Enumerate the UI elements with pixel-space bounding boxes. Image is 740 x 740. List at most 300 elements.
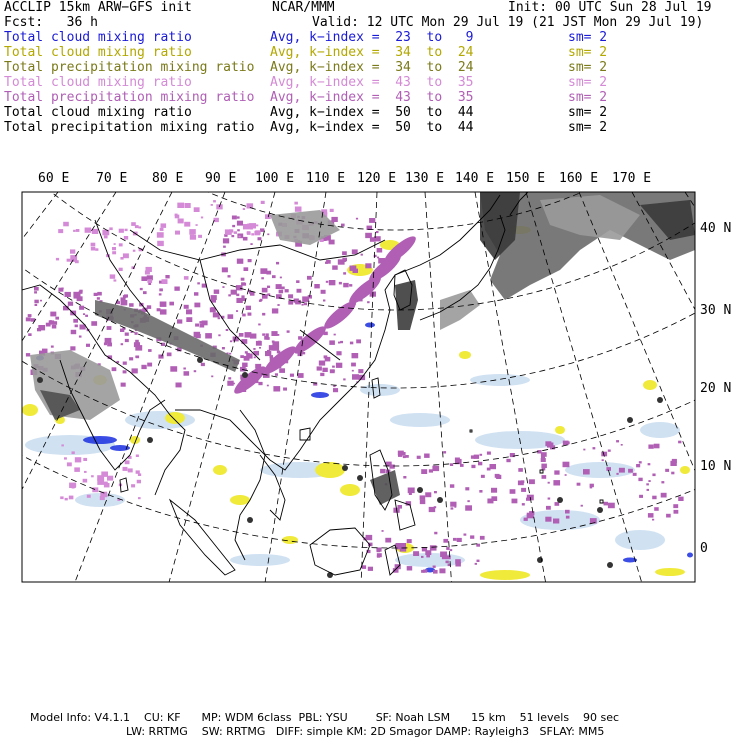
convective-cell <box>417 487 423 493</box>
mid-cloud-light <box>91 475 94 477</box>
mid-cloud-purple <box>86 344 90 347</box>
mid-cloud-purple <box>338 342 340 344</box>
mid-cloud-purple <box>478 462 482 466</box>
mid-cloud-purple <box>376 231 379 233</box>
mid-cloud-purple <box>443 539 448 543</box>
mid-cloud-purple <box>288 294 293 298</box>
footer-model-info: Model Info: V4.1.1 CU: KF MP: WDM 6class PBL: YSU SF: Noah LSM 15 km 51 levels 90 sec <box>30 711 620 724</box>
mid-cloud-light <box>239 236 241 238</box>
mid-cloud-purple <box>434 532 437 535</box>
mid-cloud-light <box>254 231 260 236</box>
mid-cloud-purple <box>341 224 345 227</box>
mid-cloud-light <box>64 457 67 459</box>
mid-cloud-purple <box>527 515 531 518</box>
mid-cloud-purple <box>195 334 200 338</box>
mid-cloud-light <box>107 476 113 481</box>
legend-level-range: Avg, k−index = 34 to 24 <box>270 60 474 75</box>
mid-cloud-purple <box>61 288 63 290</box>
mid-cloud-purple <box>407 566 413 570</box>
mid-cloud-purple <box>460 464 464 467</box>
mid-cloud-light <box>85 228 92 233</box>
mid-cloud-purple <box>52 325 57 329</box>
mid-cloud-purple <box>362 565 367 569</box>
mid-cloud-light <box>119 229 124 233</box>
mid-cloud-purple <box>647 489 650 491</box>
model-title: ACCLIP 15km ARW−GFS init <box>4 0 192 15</box>
mid-cloud-purple <box>553 480 560 485</box>
mid-cloud-purple <box>344 285 347 287</box>
mid-cloud-purple <box>121 383 126 387</box>
mid-cloud-purple <box>521 480 525 483</box>
legend-level-range: Avg, k−index = 50 to 44 <box>270 105 474 120</box>
mid-cloud-purple <box>302 304 304 306</box>
mid-cloud-purple <box>232 225 235 227</box>
mid-cloud-purple <box>169 302 174 306</box>
mid-cloud-light <box>75 457 82 462</box>
mid-cloud-purple <box>495 474 500 478</box>
mid-cloud-light <box>295 207 302 212</box>
latitude-label: 10 N <box>700 459 732 474</box>
mid-cloud-purple <box>332 366 335 368</box>
mid-cloud-purple <box>243 237 248 241</box>
convective-cell <box>342 465 348 471</box>
mid-cloud-purple <box>365 233 372 238</box>
mid-cloud-light <box>243 208 245 210</box>
low-cloud-blue <box>83 436 117 444</box>
low-cloud-haze <box>615 530 665 550</box>
mid-cloud-purple <box>407 539 412 543</box>
mid-cloud-purple <box>280 277 282 279</box>
mid-cloud-purple <box>433 566 436 568</box>
mid-cloud-purple <box>356 218 358 220</box>
mid-cloud-light <box>92 487 98 492</box>
mid-cloud-purple <box>140 288 143 290</box>
mid-cloud-purple <box>242 283 246 286</box>
mid-cloud-purple <box>377 257 379 259</box>
mid-cloud-light <box>243 224 250 229</box>
mid-cloud-purple <box>421 469 427 474</box>
mid-cloud-purple <box>648 445 653 449</box>
mid-cloud-purple <box>129 357 133 360</box>
mid-cloud-purple <box>297 289 302 293</box>
mid-cloud-purple <box>302 352 305 354</box>
mid-cloud-purple <box>258 341 261 343</box>
mid-cloud-purple <box>332 265 338 269</box>
mid-cloud-purple <box>648 513 654 518</box>
mid-cloud-light <box>63 222 69 227</box>
mid-cloud-purple <box>670 461 676 466</box>
mid-cloud-purple <box>253 348 255 350</box>
low-cloud-haze <box>640 422 680 438</box>
mid-cloud-purple <box>242 314 246 317</box>
mid-cloud-purple <box>205 333 212 338</box>
mid-cloud-light <box>70 249 75 253</box>
legend-field-label: Total cloud mixing ratio <box>4 105 192 120</box>
mid-cloud-purple <box>457 538 462 542</box>
mid-cloud-purple <box>566 516 570 519</box>
mid-cloud-purple <box>186 309 192 314</box>
mid-cloud-purple <box>608 450 611 452</box>
mid-cloud-purple <box>123 362 127 365</box>
legend-level-range: Avg, k−index = 34 to 24 <box>270 45 474 60</box>
convective-cell <box>147 437 153 443</box>
longitude-label: 60 E <box>38 171 70 186</box>
mid-cloud-purple <box>446 561 449 564</box>
mid-cloud-purple <box>321 290 326 294</box>
mid-cloud-purple <box>361 254 363 256</box>
mid-cloud-purple <box>548 482 550 484</box>
mid-cloud-purple <box>213 312 219 317</box>
mid-cloud-purple <box>581 505 583 507</box>
mid-cloud-purple <box>197 282 200 284</box>
mid-cloud-purple <box>666 514 671 518</box>
mid-cloud-purple <box>526 498 530 501</box>
mid-cloud-purple <box>135 332 138 335</box>
mid-cloud-purple <box>339 282 342 285</box>
mid-cloud-light <box>211 204 213 206</box>
mid-cloud-light <box>114 279 117 281</box>
mid-cloud-purple <box>349 284 352 287</box>
longitude-label: 90 E <box>205 171 237 186</box>
mid-cloud-purple <box>174 287 179 291</box>
mid-cloud-purple <box>277 334 279 336</box>
mid-cloud-light <box>123 467 128 471</box>
mid-cloud-purple <box>590 486 593 488</box>
mid-cloud-purple <box>65 292 71 297</box>
mid-cloud-purple <box>652 474 655 477</box>
mid-cloud-purple <box>236 298 242 303</box>
mid-cloud-purple <box>28 314 32 317</box>
mid-cloud-purple <box>510 489 516 494</box>
mid-cloud-light <box>84 471 87 473</box>
mid-cloud-purple <box>186 317 192 322</box>
mid-cloud-light <box>69 496 74 500</box>
mid-cloud-purple <box>276 284 282 289</box>
convective-cell <box>537 557 543 563</box>
mid-cloud-purple <box>638 478 642 481</box>
mid-cloud-purple <box>367 301 370 303</box>
mid-cloud-purple <box>50 312 56 317</box>
mid-cloud-purple <box>343 378 345 380</box>
mid-cloud-light <box>100 478 102 480</box>
mid-cloud-purple <box>231 290 237 295</box>
mid-cloud-purple <box>429 507 436 512</box>
mid-cloud-purple <box>273 346 280 351</box>
mid-cloud-purple <box>401 452 405 456</box>
init-time: Init: 00 UTC Sun 28 Jul 19 <box>508 0 712 15</box>
mid-cloud-purple <box>314 284 320 288</box>
mid-cloud-purple <box>143 291 147 294</box>
mid-cloud-light <box>261 201 265 204</box>
mid-cloud-purple <box>350 342 353 345</box>
mid-cloud-purple <box>267 350 270 352</box>
mid-cloud-purple <box>250 334 256 339</box>
mid-cloud-purple <box>295 300 299 303</box>
mid-cloud-purple <box>440 552 447 558</box>
convective-cell <box>627 417 633 423</box>
mid-cloud-purple <box>336 363 342 368</box>
legend-smoothing: sm= 2 <box>568 30 608 45</box>
mid-cloud-purple <box>583 449 585 451</box>
mid-cloud-purple <box>608 503 615 509</box>
mid-cloud-purple <box>450 549 453 551</box>
mid-cloud-purple <box>267 286 270 288</box>
mid-cloud-light <box>58 229 63 233</box>
mid-cloud-purple <box>267 385 269 387</box>
mid-cloud-purple <box>298 336 302 340</box>
low-cloud-yellow <box>555 426 565 434</box>
convective-cell <box>437 497 443 503</box>
mid-cloud-purple <box>229 353 231 355</box>
mid-cloud-light <box>104 235 108 238</box>
mid-cloud-purple <box>231 235 234 237</box>
mid-cloud-purple <box>141 365 146 369</box>
mid-cloud-purple <box>432 466 439 471</box>
mid-cloud-purple <box>648 480 650 482</box>
mid-cloud-purple <box>548 498 551 500</box>
mid-cloud-purple <box>421 556 424 558</box>
mid-cloud-purple <box>616 440 619 442</box>
mid-cloud-purple <box>262 288 268 293</box>
mid-cloud-light <box>92 229 98 234</box>
mid-cloud-purple <box>237 221 243 226</box>
mid-cloud-light <box>97 480 104 485</box>
mid-cloud-purple <box>121 300 128 305</box>
legend-smoothing: sm= 2 <box>568 60 608 75</box>
mid-cloud-purple <box>465 505 472 510</box>
mid-cloud-purple <box>453 538 457 541</box>
mid-cloud-purple <box>50 320 52 322</box>
mid-cloud-purple <box>279 368 285 373</box>
mid-cloud-light <box>61 444 64 446</box>
low-cloud-yellow <box>165 412 185 424</box>
mid-cloud-light <box>251 233 254 235</box>
mid-cloud-purple <box>545 441 551 446</box>
mid-cloud-light <box>128 468 133 472</box>
mid-cloud-light <box>101 472 108 477</box>
mid-cloud-purple <box>258 237 262 240</box>
mid-cloud-purple <box>529 479 535 484</box>
low-cloud-blue <box>311 392 329 398</box>
mid-cloud-purple <box>68 302 73 306</box>
mid-cloud-purple <box>160 302 167 307</box>
mid-cloud-purple <box>262 313 265 316</box>
mid-cloud-purple <box>352 353 359 358</box>
mid-cloud-light <box>247 231 251 234</box>
mid-cloud-purple <box>129 303 134 307</box>
mid-cloud-light <box>56 258 59 261</box>
mid-cloud-purple <box>244 267 249 271</box>
mid-cloud-purple <box>176 383 182 388</box>
mid-cloud-purple <box>73 319 78 323</box>
mid-cloud-purple <box>132 368 138 373</box>
mid-cloud-purple <box>223 246 226 248</box>
mid-cloud-purple <box>298 373 304 378</box>
mid-cloud-purple <box>51 346 54 348</box>
mid-cloud-light <box>83 479 88 483</box>
mid-cloud-purple <box>288 301 293 305</box>
mid-cloud-purple <box>583 469 590 474</box>
mid-cloud-purple <box>287 330 290 332</box>
mid-cloud-purple <box>267 293 270 295</box>
mid-cloud-purple <box>241 278 245 281</box>
mid-cloud-purple <box>26 353 30 356</box>
mid-cloud-light <box>214 218 219 222</box>
mid-cloud-purple <box>273 386 280 391</box>
mid-cloud-purple <box>342 258 347 262</box>
low-cloud-yellow <box>459 351 471 359</box>
mid-cloud-purple <box>425 492 431 497</box>
longitude-label: 110 E <box>306 171 346 186</box>
mid-cloud-purple <box>439 568 445 573</box>
mid-cloud-purple <box>228 294 231 296</box>
legend-smoothing: sm= 2 <box>568 75 608 90</box>
mid-cloud-purple <box>639 495 643 498</box>
mid-cloud-light <box>190 231 195 235</box>
legend-level-range: Avg, k−index = 50 to 44 <box>270 120 474 135</box>
mid-cloud-purple <box>326 260 331 264</box>
mid-cloud-purple <box>353 269 359 273</box>
mid-cloud-purple <box>261 277 264 279</box>
mid-cloud-purple <box>322 368 327 372</box>
mid-cloud-purple <box>296 280 299 283</box>
mid-cloud-light <box>162 279 168 284</box>
legend-field-label: Total precipitation mixing ratio <box>4 60 255 75</box>
mid-cloud-purple <box>28 333 31 336</box>
mid-cloud-purple <box>85 315 88 317</box>
mid-cloud-purple <box>201 363 205 366</box>
mid-cloud-purple <box>167 353 172 357</box>
convective-cell <box>197 357 203 363</box>
mid-cloud-light <box>119 268 123 271</box>
mid-cloud-purple <box>270 355 274 358</box>
mid-cloud-purple <box>377 555 380 558</box>
mid-cloud-light <box>184 222 190 227</box>
mid-cloud-purple <box>290 374 294 377</box>
mid-cloud-purple <box>223 238 229 243</box>
mid-cloud-purple <box>236 310 238 312</box>
mid-cloud-purple <box>283 388 287 391</box>
mid-cloud-purple <box>648 463 651 465</box>
mid-cloud-purple <box>165 275 169 278</box>
mid-cloud-purple <box>450 484 454 488</box>
mid-cloud-purple <box>413 551 419 556</box>
longitude-label: 130 E <box>405 171 445 186</box>
mid-cloud-purple <box>343 272 346 274</box>
legend-field-label: Total precipitation mixing ratio <box>4 90 255 105</box>
mid-cloud-purple <box>260 268 267 274</box>
mid-cloud-purple <box>94 293 98 296</box>
legend-level-range: Avg, k−index = 23 to 9 <box>270 30 474 45</box>
mid-cloud-purple <box>471 465 475 468</box>
mid-cloud-purple <box>490 464 497 469</box>
legend-level-range: Avg, k−index = 43 to 35 <box>270 75 474 90</box>
mid-cloud-purple <box>194 303 200 308</box>
mid-cloud-purple <box>161 343 165 346</box>
mid-cloud-light <box>330 209 334 212</box>
mid-cloud-purple <box>228 275 231 277</box>
mid-cloud-purple <box>565 474 567 476</box>
mid-cloud-purple <box>518 468 523 472</box>
mid-cloud-light <box>102 230 109 236</box>
mid-cloud-purple <box>429 469 433 472</box>
mid-cloud-purple <box>417 456 421 459</box>
mid-cloud-purple <box>491 496 497 501</box>
mid-cloud-purple <box>275 373 278 376</box>
legend-smoothing: sm= 2 <box>568 45 608 60</box>
mid-cloud-purple <box>377 549 381 552</box>
low-cloud-yellow <box>230 495 250 505</box>
mid-cloud-purple <box>352 374 359 380</box>
mid-cloud-purple <box>227 381 233 386</box>
mid-cloud-purple <box>405 455 409 458</box>
mid-cloud-purple <box>245 351 248 353</box>
mid-cloud-purple <box>183 368 186 370</box>
mid-cloud-purple <box>214 290 220 294</box>
mid-cloud-purple <box>566 441 570 444</box>
mid-cloud-light <box>194 207 200 212</box>
mid-cloud-purple <box>621 444 623 446</box>
mid-cloud-purple <box>382 530 384 532</box>
mid-cloud-purple <box>522 503 525 505</box>
mid-cloud-light <box>137 480 141 484</box>
mid-cloud-purple <box>83 313 85 315</box>
mid-cloud-purple <box>467 500 469 502</box>
mid-cloud-purple <box>239 333 244 337</box>
mid-cloud-purple <box>228 377 231 379</box>
mid-cloud-light <box>74 467 80 472</box>
mid-cloud-light <box>145 271 150 275</box>
mid-cloud-purple <box>53 321 58 325</box>
mid-cloud-purple <box>177 319 182 323</box>
legend-level-range: Avg, k−index = 43 to 35 <box>270 90 474 105</box>
longitude-label: 120 E <box>357 171 397 186</box>
mid-cloud-purple <box>34 300 38 304</box>
mid-cloud-light <box>198 235 202 238</box>
mid-cloud-purple <box>281 287 284 290</box>
mid-cloud-light <box>294 202 298 205</box>
mid-cloud-light <box>147 279 152 283</box>
mid-cloud-light <box>76 229 80 232</box>
mid-cloud-purple <box>433 570 438 574</box>
mid-cloud-purple <box>222 286 224 288</box>
mid-cloud-purple <box>545 517 551 522</box>
mid-cloud-purple <box>351 363 356 367</box>
convective-cell <box>242 372 248 378</box>
latitude-label: 0 <box>700 541 708 556</box>
mid-cloud-purple <box>271 331 277 336</box>
mid-cloud-purple <box>512 499 518 504</box>
mid-cloud-purple <box>409 493 412 496</box>
mid-cloud-purple <box>233 383 235 385</box>
mid-cloud-purple <box>218 317 220 319</box>
mid-cloud-purple <box>202 321 208 326</box>
mid-cloud-light <box>247 203 254 208</box>
mid-cloud-light <box>67 462 72 466</box>
convective-cell <box>247 517 253 523</box>
mid-cloud-purple <box>277 304 279 306</box>
mid-cloud-purple <box>272 275 276 278</box>
mid-cloud-purple <box>333 388 338 392</box>
legend-smoothing: sm= 2 <box>568 105 608 120</box>
mid-cloud-purple <box>430 545 437 550</box>
mid-cloud-purple <box>678 441 681 444</box>
low-cloud-yellow <box>480 570 530 580</box>
mid-cloud-purple <box>246 306 251 310</box>
mid-cloud-purple <box>70 346 75 350</box>
mid-cloud-purple <box>125 339 129 342</box>
mid-cloud-light <box>213 200 216 202</box>
